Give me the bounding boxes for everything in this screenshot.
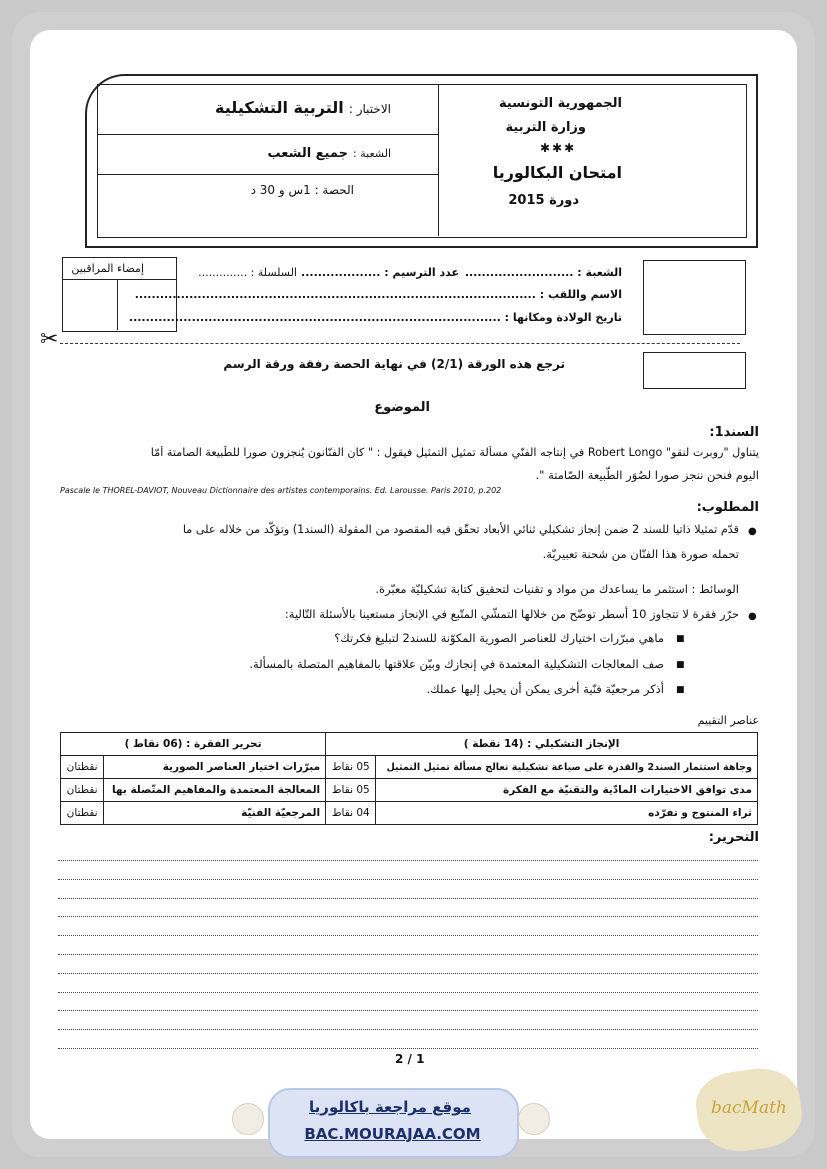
table-cell: المرجعيّة الفنيّة	[103, 802, 326, 825]
means-line: الوسائط : استثمر ما يساعدك من مواد و تقنيات لتحقيق كتابة تشكيليّة معبّرة.	[375, 582, 739, 596]
writing-line[interactable]	[58, 860, 758, 861]
document-quote-line: يتناول "روبرت لنقو" Robert Longo في إنتاجه الفنّي مسألة تمثيل التمثيل فيقول : " كان الفنّانون يُنجزون صورا للطّبيعة الصامتة أمّا	[150, 446, 759, 459]
task1-line: تحمله صورة هذا الفنّان من شحنة تعبيريّة.	[542, 547, 739, 561]
citation: Pascale le THOREL-DAVIOT, Nouveau Dictionnaire des artistes contemporains. Ed. Larousse. Paris 2010, p.202	[60, 486, 502, 495]
table-row	[61, 779, 758, 802]
header-divider	[438, 84, 439, 236]
writing-line[interactable]	[58, 879, 758, 880]
exam-title: امتحان البكالوريا	[492, 163, 622, 182]
observers-divider	[117, 279, 118, 330]
duration: الحصة : 1س و 30 د	[250, 183, 354, 197]
subject-row	[215, 98, 391, 117]
table-cell: ثراء المنتوج و تفرّده	[375, 802, 757, 825]
table-cell: 04 نقاط	[326, 802, 376, 825]
header-row-line	[97, 174, 438, 175]
question-3: أذكر مرجعيّة فنّية أخرى يمكن أن يحيل إليها عملك.	[426, 682, 664, 696]
writing-line[interactable]	[58, 1048, 758, 1049]
header-inner-box	[97, 84, 747, 238]
evaluation-label: عناصر التقييم	[697, 714, 759, 727]
task1-line: قدّم تمثيلا ذاتيا للسند 2 ضمن إنجاز تشكيلي ثنائي الأبعاد تحقّق فيه المقصود من المقولة (السند1) وتؤكّد من خلاله على ما	[182, 523, 739, 536]
observers-divider	[62, 279, 177, 280]
branch-value: جميع الشعب	[267, 146, 348, 161]
bullet: ■	[676, 634, 685, 644]
table-cell: نقطتان	[61, 756, 104, 779]
header-row-line	[97, 134, 438, 135]
republic-label: الجمهورية التونسية	[498, 96, 622, 111]
series-field[interactable]: السلسلة : ..............	[198, 266, 297, 279]
branch-field[interactable]: الشعبة : ..........................	[464, 266, 622, 279]
document-label: السند1:	[709, 425, 759, 440]
logo-icon	[232, 1103, 264, 1135]
registration-field[interactable]: عدد الترسيم : ...................	[301, 266, 459, 279]
observers-label: إمضاء المراقبين	[71, 262, 144, 275]
table-cell: مبرّرات اختيار العناصر الصورية	[103, 756, 326, 779]
exam-session: دورة 2015	[508, 193, 579, 208]
writing-line[interactable]	[58, 954, 758, 955]
id-box	[643, 260, 746, 335]
page-number: 2 / 1	[395, 1052, 425, 1066]
logo-icon	[518, 1103, 550, 1135]
document-quote-line: اليوم فنحن ننجز صورا لصُوَر الطّبيعة الصّامتة ".	[535, 468, 759, 482]
task2-line: حرّر فقرة لا تتجاوز 10 أسطر توضّح من خلالها التمشّي المتّبع في الإنجاز مستعينا بالأسئلة التّالية:	[284, 607, 739, 621]
writing-line[interactable]	[58, 973, 758, 974]
table-cell: المعالجة المعتمدة والمفاهيم المتّصلة بها	[103, 779, 326, 802]
writing-line[interactable]	[58, 916, 758, 917]
subject-value: التربية التشكيلية	[215, 98, 344, 117]
table-cell: نقطتان	[61, 779, 104, 802]
writing-line[interactable]	[58, 992, 758, 993]
scissors-icon: ✂	[40, 327, 59, 352]
bullet: ■	[676, 660, 685, 670]
site-name[interactable]: موقع مراجعة باكالوريا	[309, 1098, 471, 1116]
table-cell: وجاهة استثمار السند2 والقدرة على صياغة تشكيلية تعالج مسألة تمثيل التمثيل	[375, 756, 757, 779]
table-cell: 05 نقاط	[326, 779, 376, 802]
table-cell: 05 نقاط	[326, 756, 376, 779]
writing-line[interactable]	[58, 1010, 758, 1011]
question-1: ماهي مبرّرات اختيارك للعناصر الصورية المكوّنة للسند2 لتبليغ فكرتك؟	[334, 631, 664, 645]
table-cell: مدى توافق الاختيارات المادّية والتقنيّة مع الفكرة	[375, 779, 757, 802]
writing-label: التحرير:	[708, 830, 759, 845]
branch-label: الشعبة :	[353, 147, 391, 160]
grade-box	[643, 352, 746, 389]
question-2: صف المعالجات التشكيلية المعتمدة في إنجازك وبيّن علاقتها بالمفاهيم المتصلة بالمسألة.	[249, 657, 664, 671]
topic-title: الموضوع	[374, 400, 430, 415]
bullet: ●	[748, 611, 757, 622]
table-row	[61, 802, 758, 825]
writing-line[interactable]	[58, 935, 758, 936]
evaluation-table	[60, 732, 758, 825]
stars-decoration: ✱✱✱	[540, 141, 577, 155]
cut-line	[60, 343, 740, 344]
table-header: الإنجاز التشكيلي : (14 نقطة )	[326, 733, 758, 756]
name-field[interactable]: الاسم واللقب : ................................................................................................	[134, 288, 622, 301]
subject-label: الاختبار :	[348, 102, 391, 116]
bullet: ●	[748, 526, 757, 537]
birth-field[interactable]: تاريخ الولادة ومكانها : .........................................................................................	[128, 311, 622, 324]
writing-line[interactable]	[58, 898, 758, 899]
branch-row	[267, 142, 391, 161]
table-row	[61, 733, 758, 756]
return-note: ترجع هذه الورقة (2/1) في نهاية الحصة رفقة ورقة الرسم	[223, 357, 565, 371]
required-label: المطلوب:	[696, 500, 759, 515]
table-header: تحرير الفقرة : (06 نقاط )	[61, 733, 326, 756]
site-url[interactable]: BAC.MOURAJAA.COM	[304, 1125, 481, 1143]
bacmath-label: bacMath	[711, 1098, 787, 1118]
table-cell: نقطتان	[61, 802, 104, 825]
bullet: ■	[676, 685, 685, 695]
table-row	[61, 756, 758, 779]
ministry-label: وزارة التربية	[505, 120, 586, 135]
writing-line[interactable]	[58, 1029, 758, 1030]
